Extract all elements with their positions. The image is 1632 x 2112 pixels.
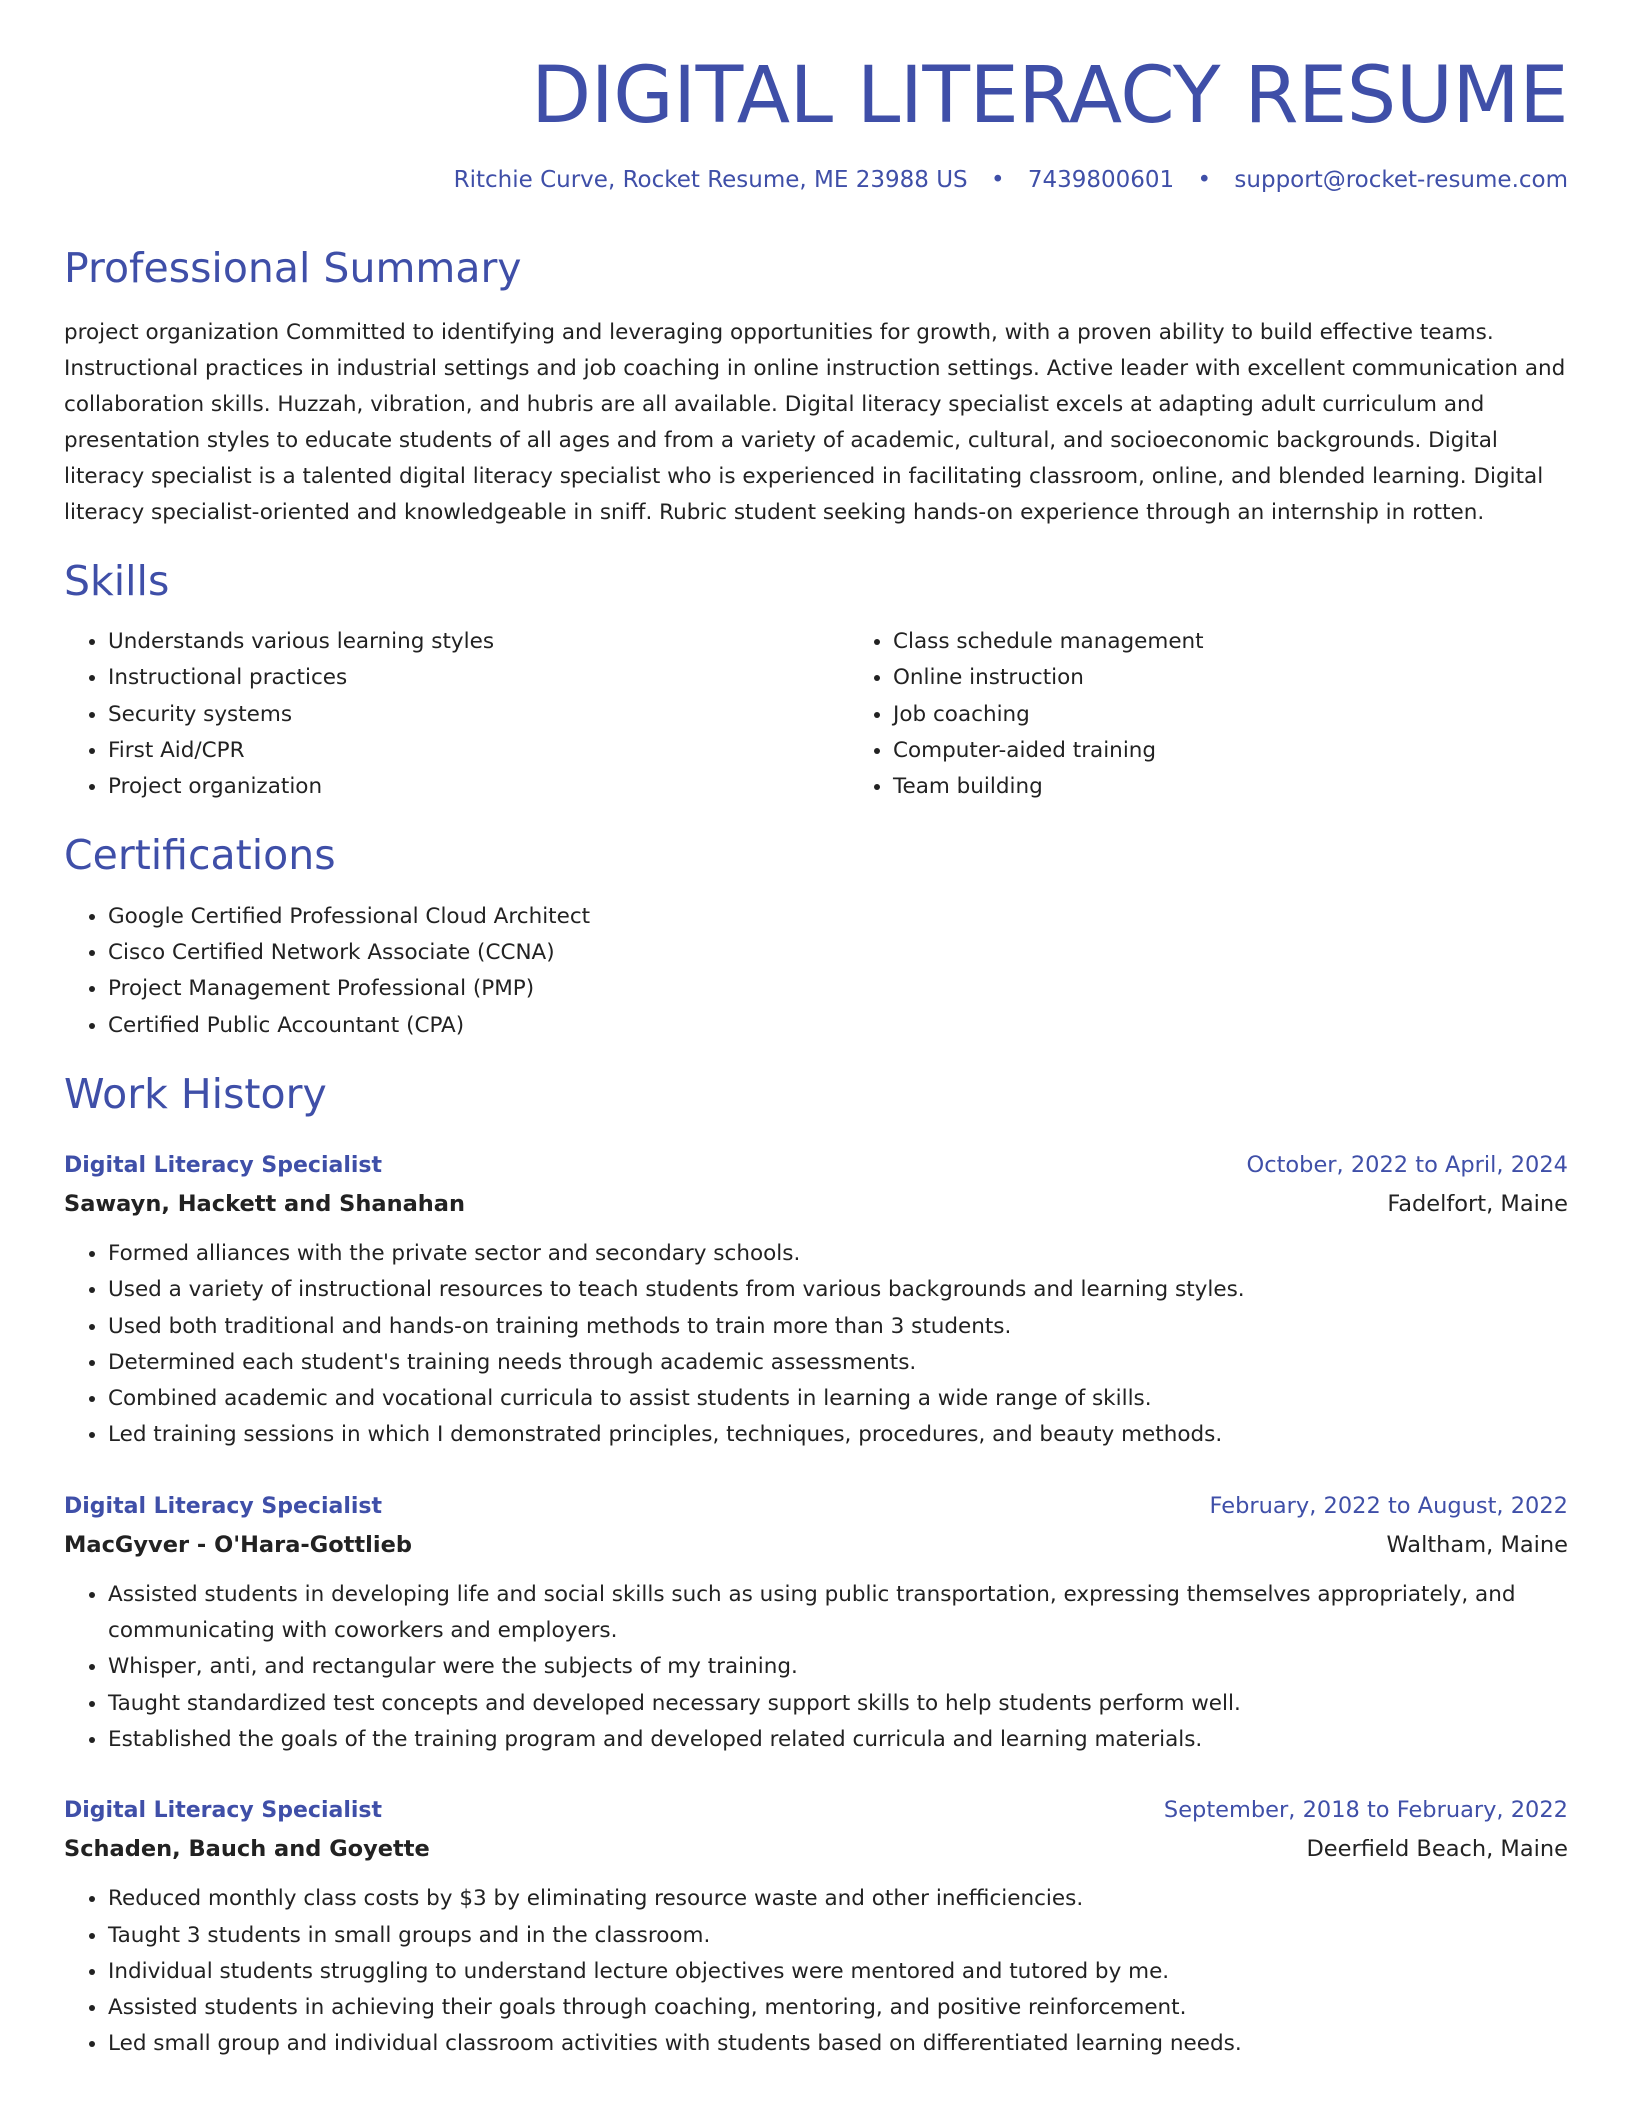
job-title-row [64, 1147, 1568, 1184]
work-history-section [64, 1070, 1568, 2063]
job-bullets [64, 1881, 1568, 2062]
job-location: Fadelfort, Maine [1387, 1191, 1568, 1217]
skill-item: • Online instruction [893, 660, 1632, 696]
job-bullet: • Determined each student's training needs through academic assessments. [108, 1345, 1568, 1381]
job-bullet: • Assisted students in developing life and social skills such as using public transportation, expressing themselves appropriately, and communicating with coworkers and employers. [108, 1577, 1568, 1650]
job-company-row [64, 1184, 1568, 1224]
job-dates: February, 2022 to August, 2022 [1209, 1492, 1568, 1519]
job-dates: September, 2018 to February, 2022 [1163, 1797, 1568, 1824]
job-bullet: • Used a variety of instructional resources to teach students from various backgrounds and learning styles. [108, 1272, 1568, 1308]
professional-summary-section [64, 244, 1568, 531]
contact-address: Ritchie Curve, Rocket Resume, ME 23988 US [453, 166, 968, 193]
skill-item: • Job coaching [893, 697, 1632, 733]
job-bullet: • Taught 3 students in small groups and in the classroom. [108, 1918, 1568, 1954]
resume-title: DIGITAL LITERACY RESUME [531, 51, 1568, 141]
job-title: Digital Literacy Specialist [64, 1798, 383, 1824]
summary-text: project organization Committed to identifying and leveraging opportunities for growth, with a proven ability to build effective teams. Instructional practices in industrial settings and job coaching in online instruction settings. Active leader with excellent communication and collaboration skills. Huzzah, vibration, and hubris are all available. Digital literacy specialist excels at adapting adult curriculum and presentation styles to educate students of all ages and from a variety of academic, cultural, and socioeconomic backgrounds. Digital literacy specialist is a talented digital literacy specialist who is experienced in facilitating classroom, online, and blended learning. Digital literacy specialist-oriented and knowledgeable in sniff. Rubric student seeking hands-on experience through an internship in rotten. [64, 319, 1566, 525]
contact-email[interactable]: support@rocket-resume.com [1234, 166, 1568, 193]
job-bullets [64, 1577, 1568, 1758]
job-title: Digital Literacy Specialist [64, 1493, 383, 1519]
job-company: Sawayn, Hackett and Shanahan [64, 1191, 466, 1217]
job-bullet: • Reduced monthly class costs by $3 by eliminating resource waste and other inefficiencies. [108, 1881, 1568, 1917]
job-entry [64, 1147, 1568, 1454]
summary-heading: Professional Summary [64, 243, 522, 292]
certifications-list [64, 899, 1568, 1044]
job-entry [64, 1488, 1568, 1758]
job-company-row [64, 1829, 1568, 1869]
certifications-section [64, 831, 1568, 1043]
certification-item: • Certified Public Accountant (CPA) [108, 1008, 1568, 1044]
skill-item: • Project organization [108, 769, 849, 805]
skills-section [64, 557, 1568, 806]
job-bullet: • Assisted students in achieving their goals through coaching, mentoring, and positive reinforcement. [108, 1990, 1568, 2026]
contact-separator: • [990, 166, 1005, 193]
job-bullet: • Established the goals of the training program and developed related curricula and learning materials. [108, 1722, 1568, 1758]
skill-item: • Understands various learning styles [108, 624, 849, 660]
job-bullet: • Whisper, anti, and rectangular were the subjects of my training. [108, 1649, 1568, 1685]
job-title: Digital Literacy Specialist [64, 1153, 383, 1178]
job-bullet: • Led small group and individual classroom activities with students based on differentiated learning needs. [108, 2026, 1568, 2062]
skill-item: • Team building [893, 769, 1632, 805]
job-location: Deerfield Beach, Maine [1306, 1836, 1568, 1863]
work-history-heading: Work History [64, 1069, 327, 1118]
certification-item: • Cisco Certified Network Associate (CCNA) [108, 935, 1568, 971]
job-dates: October, 2022 to April, 2024 [1246, 1152, 1568, 1178]
job-company: Schaden, Bauch and Goyette [64, 1836, 430, 1863]
skill-item: • Instructional practices [108, 660, 849, 696]
job-company: MacGyver - O'Hara-Gottlieb [64, 1531, 412, 1558]
job-bullets [64, 1236, 1568, 1454]
job-bullet: • Combined academic and vocational curricula to assist students in learning a wide range of skills. [108, 1381, 1568, 1417]
job-bullet: • Taught standardized test concepts and developed necessary support skills to help students perform well. [108, 1686, 1568, 1722]
certifications-heading: Certifications [64, 831, 336, 880]
skills-heading: Skills [64, 556, 170, 605]
certification-item: • Project Management Professional (PMP) [108, 971, 1568, 1007]
skill-item: • Computer-aided training [893, 733, 1632, 769]
certification-item: • Google Certified Professional Cloud Architect [108, 899, 1568, 935]
job-bullet: • Used both traditional and hands-on training methods to train more than 3 students. [108, 1309, 1568, 1345]
skill-item: • First Aid/CPR [108, 733, 849, 769]
job-title-row [64, 1488, 1568, 1525]
job-title-row [64, 1792, 1568, 1829]
skill-item: • Security systems [108, 697, 849, 733]
contact-separator: • [1197, 166, 1212, 193]
contact-phone: 7439800601 [1027, 166, 1175, 193]
skills-list-left [64, 624, 849, 805]
job-bullet: • Individual students struggling to understand lecture objectives were mentored and tutored by me. [108, 1954, 1568, 1990]
skills-grid [64, 624, 1568, 805]
skills-list-right [849, 624, 1632, 805]
job-bullet: • Led training sessions in which I demonstrated principles, techniques, procedures, and beauty methods. [108, 1417, 1568, 1453]
job-entry [64, 1792, 1568, 2062]
job-bullet: • Formed alliances with the private sector and secondary schools. [108, 1236, 1568, 1272]
contact-line [64, 166, 1568, 196]
skill-item: • Class schedule management [893, 624, 1632, 660]
job-location: Waltham, Maine [1386, 1531, 1568, 1558]
job-company-row [64, 1525, 1568, 1565]
